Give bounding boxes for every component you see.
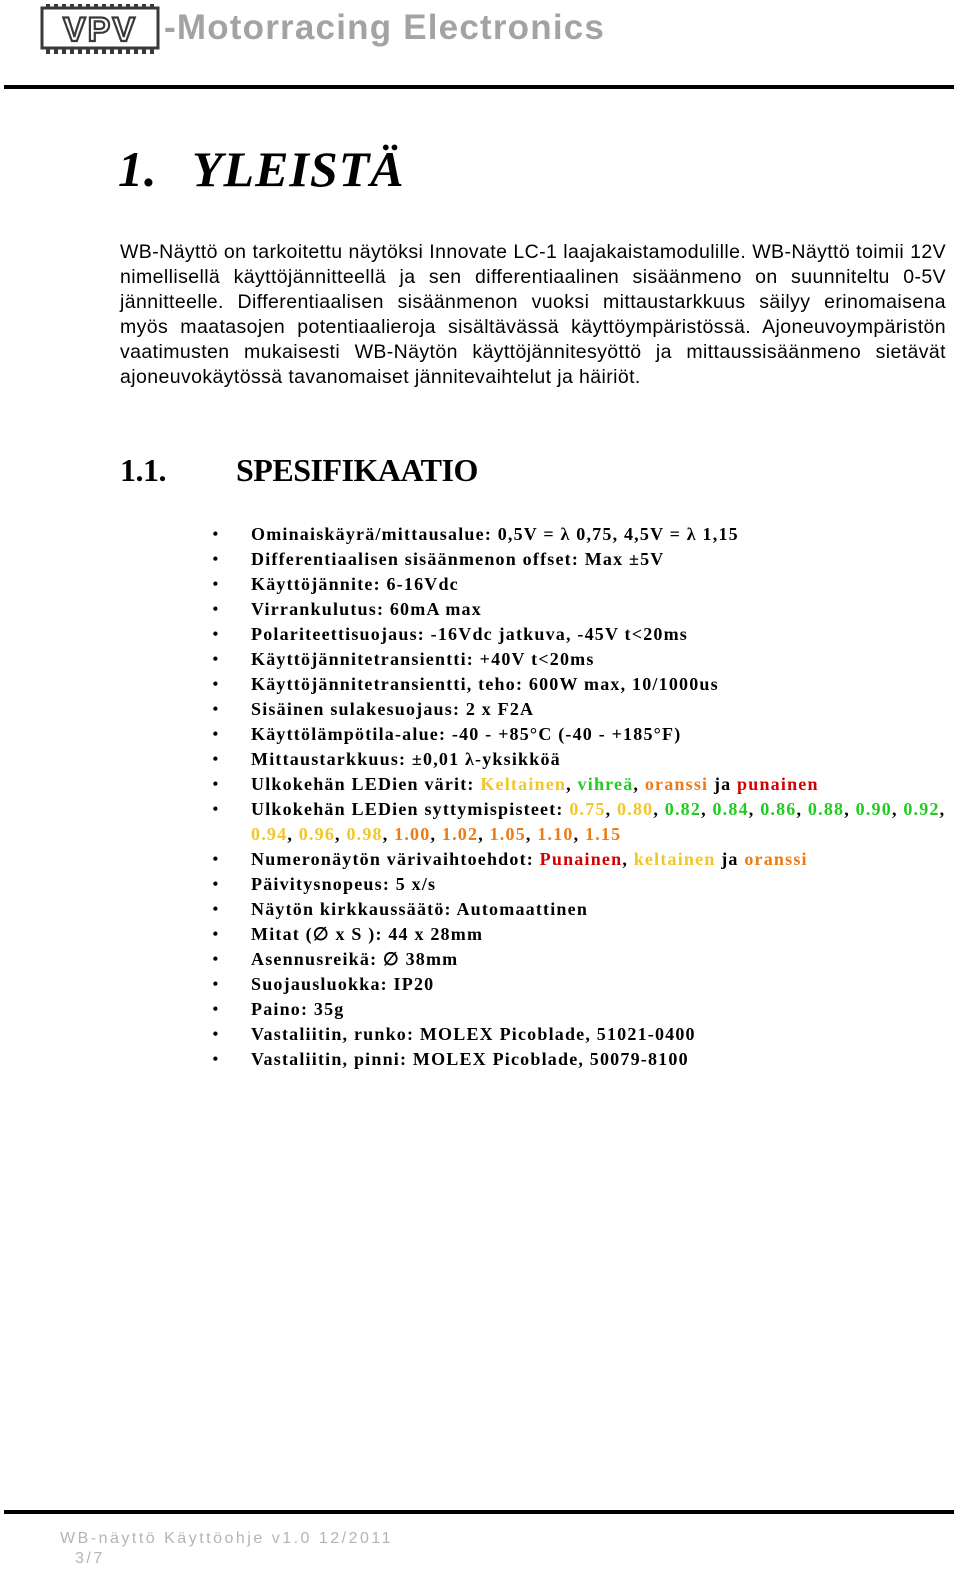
led-point-value: 1.00 [394, 824, 431, 844]
spec-item: • Mittaustarkkuus: ±0,01 λ-yksikköä [210, 747, 950, 772]
svg-text:VPV: VPV [62, 11, 138, 49]
subsection-heading [120, 452, 478, 489]
bullet-icon: • [212, 749, 220, 769]
spec-item: • Käyttölämpötila-alue: -40 - +85°C (-40 - +185°F) [210, 722, 950, 747]
bullet-icon: • [212, 774, 220, 794]
bullet-icon: • [212, 599, 220, 619]
spec-list [210, 522, 950, 1072]
color-red: punainen [737, 774, 819, 794]
led-point-value: 0.96 [298, 824, 336, 844]
spec-item: • Sisäinen sulakesuojaus: 2 x F2A [210, 697, 950, 722]
led-point-separator: , [653, 799, 665, 819]
header-divider [4, 85, 954, 89]
bullet-icon: • [212, 674, 220, 694]
spec-item-led-points: • Ulkokehän LEDien syttymispisteet: 0.75, 0.80, 0.82, 0.84, 0.86, 0.88, 0.90, 0.92, 0.94, 0.96, 0.98, 1.00, 1.02, 1.05, 1.10, 1.15 [210, 797, 950, 847]
bullet-icon: • [212, 574, 220, 594]
spec-item: • Käyttöjännitetransientti: +40V t<20ms [210, 647, 950, 672]
led-point-separator: , [796, 799, 808, 819]
led-point-value: 1.05 [489, 824, 526, 844]
spec-item: • Päivitysnopeus: 5 x/s [210, 872, 950, 897]
spec-item: • Käyttöjännite: 6-16Vdc [210, 572, 950, 597]
led-point-value: 0.80 [617, 799, 654, 819]
page-number: 3/7 [75, 1550, 105, 1567]
led-point-separator: , [525, 824, 538, 844]
page-footer [60, 1529, 393, 1569]
color-green: vihreä [577, 774, 634, 794]
intro-paragraph: WB-Näyttö on tarkoitettu näytöksi Innovate LC-1 laajakaistamodulille. WB-Näyttö toimii 12V nimellisellä käyttöjännitteellä ja sen differentiaalinen sisäänmeno on suunniteltu 0-5V jännitteelle. Differentiaalisen sisäänmenon vuoksi mittaustarkkuus säilyy erinomaisena myös maatasojen potentiaalieroja sisältävässä käyttöympäristössä. Ajoneuvoympäristön vaatimusten mukaisesti WB-Näytön käyttöjännitesyöttö ja mittaussisäänmeno sietävät ajoneuvokäytössä tavanomaiset jännitevaihtelut ja häiriöt. [120, 241, 946, 388]
spec-item: • Differentiaalisen sisäänmenon offset: Max ±5V [210, 547, 950, 572]
led-point-separator: , [287, 824, 299, 844]
led-point-value: 0.92 [903, 799, 940, 819]
led-point-separator: , [573, 824, 586, 844]
color-yellow: keltainen [633, 849, 716, 869]
spec-item: • Paino: 35g [210, 997, 950, 1022]
led-point-separator: , [605, 799, 618, 819]
footer-divider [4, 1510, 954, 1514]
led-point-separator: , [844, 799, 856, 819]
led-point-value: 0.84 [712, 799, 749, 819]
led-point-separator: , [478, 824, 490, 844]
led-point-separator: , [748, 799, 761, 819]
spec-item: • Asennusreikä: ∅ 38mm [210, 947, 950, 972]
spec-item-led-colors: • Ulkokehän LEDien värit: Keltainen, vihreä, oranssi ja punainen [210, 772, 950, 797]
bullet-icon: • [212, 649, 220, 669]
spec-item: • Suojausluokka: IP20 [210, 972, 950, 997]
spec-item: • Vastaliitin, runko: MOLEX Picoblade, 51021-0400 [210, 1022, 950, 1047]
subsection-number: 1.1. [120, 452, 166, 488]
bullet-icon: • [212, 524, 220, 544]
bullet-icon: • [212, 924, 220, 944]
spec-item: • Virrankulutus: 60mA max [210, 597, 950, 622]
subsection-title: SPESIFIKAATIO [236, 452, 478, 488]
led-point-separator: , [335, 824, 347, 844]
vpv-logo-icon [40, 4, 160, 54]
color-red: Punainen [539, 849, 623, 869]
brand-name: -Motorracing Electronics [164, 8, 606, 47]
led-point-value: 0.98 [346, 824, 383, 844]
bullet-icon: • [212, 1049, 220, 1069]
color-orange: oranssi [644, 774, 709, 794]
spec-item: • Polariteettisuojaus: -16Vdc jatkuva, -45V t<20ms [210, 622, 950, 647]
bullet-icon: • [212, 699, 220, 719]
bullet-icon: • [212, 949, 220, 969]
led-point-separator: , [701, 799, 713, 819]
led-point-value: 1.02 [441, 824, 479, 844]
led-point-value: 0.88 [807, 799, 845, 819]
spec-item: • Näytön kirkkaussäätö: Automaattinen [210, 897, 950, 922]
color-yellow: Keltainen [480, 774, 567, 794]
led-point-value: 0.82 [664, 799, 702, 819]
led-point-separator: , [430, 824, 442, 844]
spec-item: • Mitat (∅ x S ): 44 x 28mm [210, 922, 950, 947]
spec-item: • Vastaliitin, pinni: MOLEX Picoblade, 50079-8100 [210, 1047, 950, 1072]
color-orange: oranssi [744, 849, 808, 869]
bullet-icon: • [212, 899, 220, 919]
led-point-value: 0.90 [855, 799, 892, 819]
footer-doc-title: WB-näyttö Käyttöohje v1.0 12/2011 [60, 1530, 394, 1547]
bullet-icon: • [212, 724, 220, 744]
bullet-icon: • [212, 874, 220, 894]
bullet-icon: • [212, 849, 220, 869]
led-point-separator: , [382, 824, 395, 844]
section-title: YLEISTÄ [192, 141, 405, 197]
spec-item: • Käyttöjännitetransientti, teho: 600W max, 10/1000us [210, 672, 950, 697]
led-point-value: 1.10 [537, 824, 574, 844]
led-point-separator: , [939, 799, 946, 819]
led-point-value: 1.15 [585, 824, 622, 844]
bullet-icon: • [212, 624, 220, 644]
led-point-separator: , [891, 799, 904, 819]
spec-item: • Ominaiskäyrä/mittausalue: 0,5V = λ 0,75, 4,5V = λ 1,15 [210, 522, 950, 547]
spec-item-display-colors: • Numeronäytön värivaihtoehdot: Punainen, keltainen ja oranssi [210, 847, 950, 872]
bullet-icon: • [212, 549, 220, 569]
bullet-icon: • [212, 999, 220, 1019]
led-point-value: 0.94 [251, 824, 288, 844]
bullet-icon: • [212, 1024, 220, 1044]
bullet-icon: • [212, 974, 220, 994]
bullet-icon: • [212, 799, 220, 819]
section-heading [118, 140, 405, 198]
section-number: 1. [118, 141, 158, 197]
led-point-value: 0.86 [760, 799, 797, 819]
led-point-value: 0.75 [569, 799, 606, 819]
